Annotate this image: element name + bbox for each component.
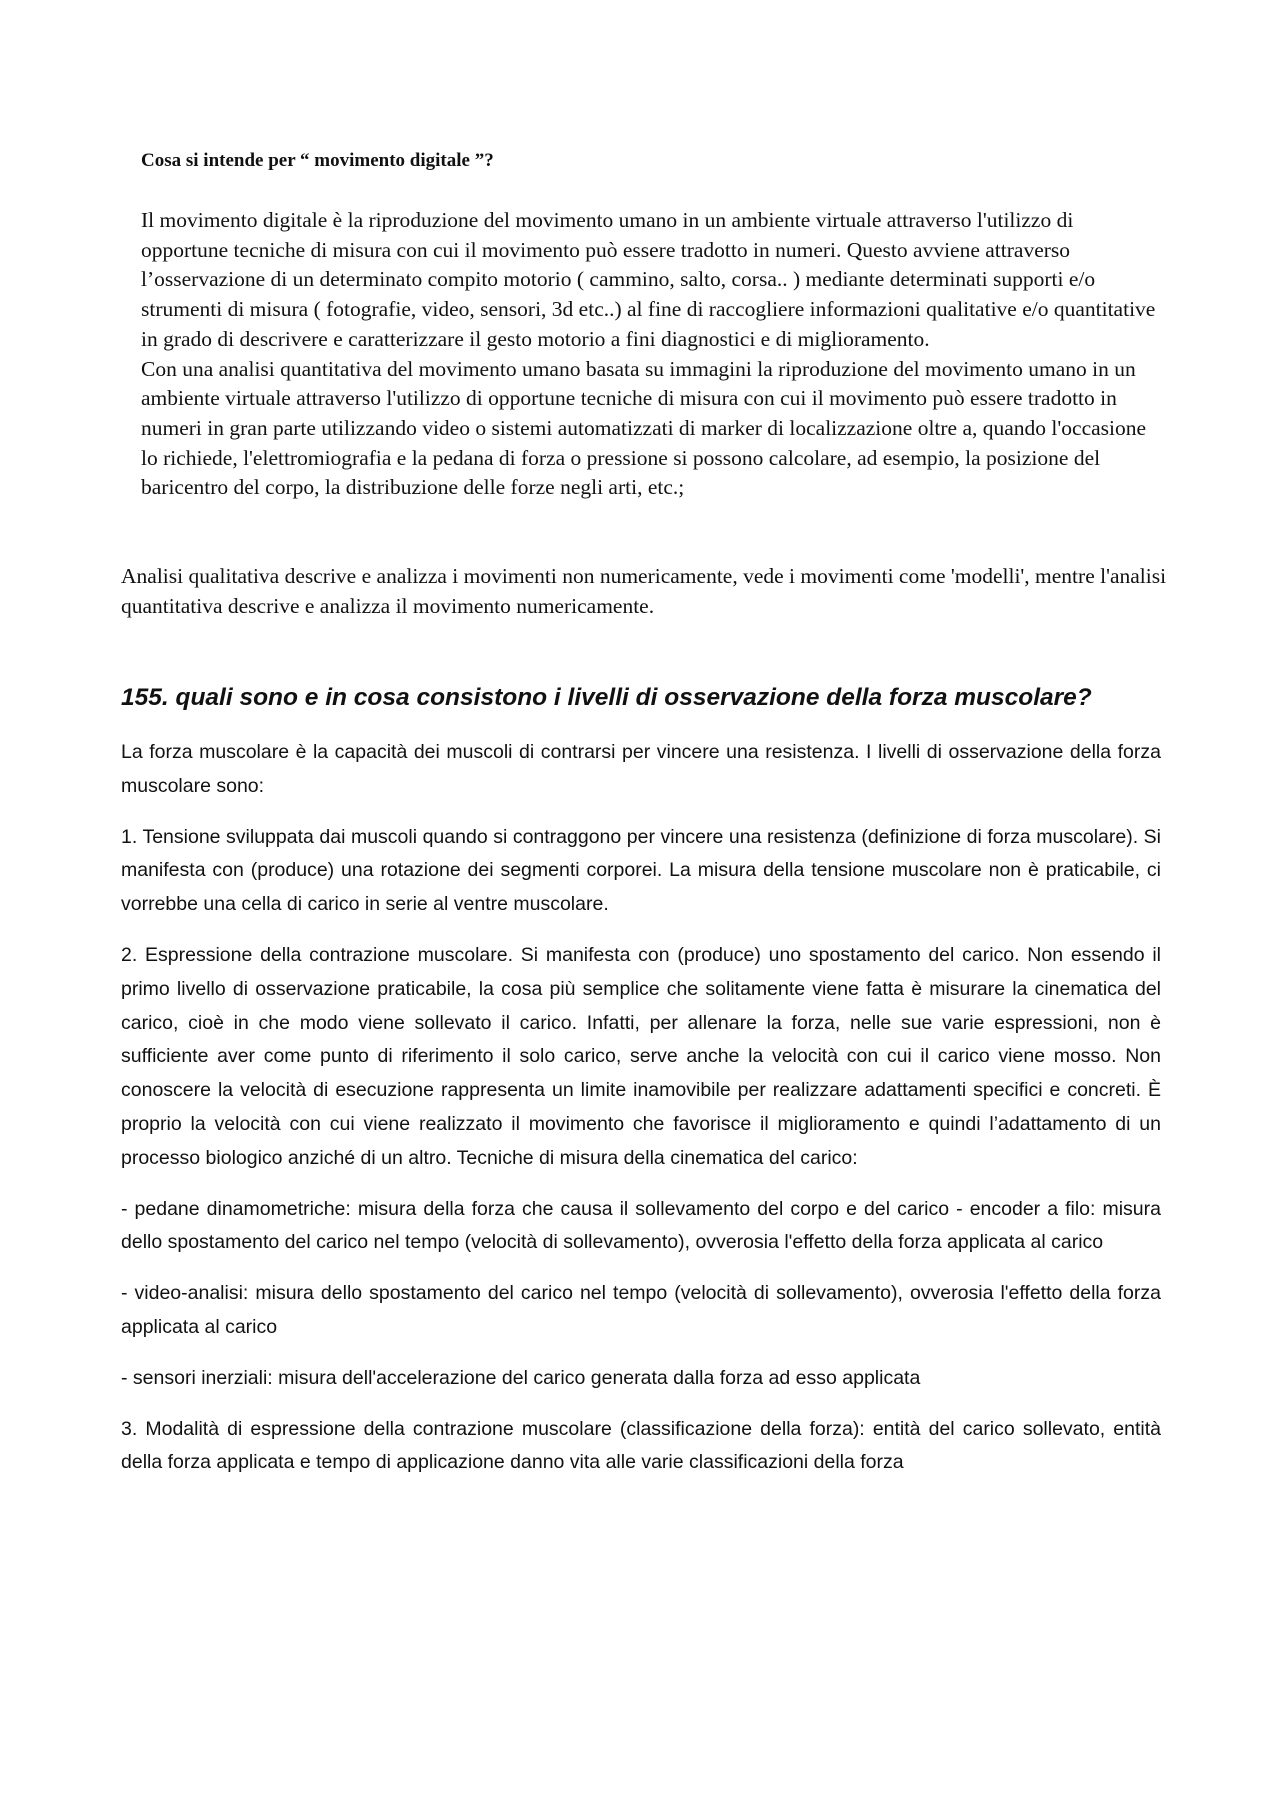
level-2-paragraph: 2. Espressione della contrazione muscolare. Si manifesta con (produce) uno spostamento del carico. Non essendo il primo livello di osservazione praticabile, la cosa più semplice che solitamente viene fatta è misurare la cinematica del carico, cioè in che modo viene sollevato il carico. Infatti, per allenare la forza, nelle sue varie espressioni, non è sufficiente aver come punto di riferimento il solo carico, serve anche la velocità con cui il carico viene mosso. Non conoscere la velocità di esecuzione rappresenta un limite inamovibile per realizzare adattamenti specifici e concreti. È proprio la velocità con cui viene realizzato il movimento che favorisce il miglioramento e quindi l’adattamento di un processo biologico anziché di un altro. Tecniche di misura della cinematica del carico: <box>121 943 1161 1169</box>
answer-paragraph: Con una analisi quantitativa del movimento umano basata su immagini la riproduzione del movimento umano in un ambiente virtuale attraverso l'utilizzo di opportune tecniche di misura con cui il movimento può essere tradotto in numeri in gran parte utilizzando video o sistemi automatizzati di marker di localizzazione oltre a, quando l'occasione lo richiede, l'elettromiografia e la pedana di forza o pressione si possono calcolare, ad esempio, la posizione del baricentro del corpo, la distribuzione delle forze negli arti, etc.; <box>141 356 1147 500</box>
question-1-answer <box>141 206 1161 503</box>
level-1-paragraph: 1. Tensione sviluppata dai muscoli quando si contraggono per vincere una resistenza (definizione di forza muscolare). Si manifesta con (produce) una rotazione dei segmenti corporei. La misura della tensione muscolare non è praticabile, ci vorrebbe una cella di carico in serie al ventre muscolare. <box>121 825 1161 916</box>
technique-item: - sensori inerziali: misura dell'accelerazione del carico generata dalla forza ad esso applicata <box>121 1366 921 1389</box>
level-3-paragraph: 3. Modalità di espressione della contrazione muscolare (classificazione della forza): entità del carico sollevato, entità della forza applicata e tempo di applicazione danno vita alle varie classificazioni della forza <box>121 1417 1161 1474</box>
answer-paragraph: Il movimento digitale è la riproduzione del movimento umano in un ambiente virtuale attraverso l'utilizzo di opportune tecniche di misura con cui il movimento può essere tradotto in numeri. Questo avviene attraverso l’osservazione di un determinato compito motorio ( cammino, salto, corsa.. ) mediante determinati supporti e/o strumenti di misura ( fotografie, video, sensori, 3d etc..) al fine di raccogliere informazioni qualitative e/o quantitative in grado di descrivere e caratterizzare il gesto motorio a fini diagnostici e di miglioramento. <box>141 208 1156 351</box>
question-2-title: 155. quali sono e in cosa consistono i livelli di osservazione della forza muscolare? <box>121 684 1092 711</box>
intro-paragraph: La forza muscolare è la capacità dei muscoli di contrarsi per vincere una resistenza. I livelli di osservazione della forza muscolare sono: <box>121 741 1161 797</box>
technique-item: - video-analisi: misura dello spostamento del carico nel tempo (velocità di sollevamento), ovverosia l'effetto della forza applicata al carico <box>121 1282 1161 1338</box>
question-1-summary <box>121 562 1171 621</box>
question-1-title: Cosa si intende per “ movimento digitale ”? <box>141 150 494 171</box>
question-2-answer <box>121 736 1161 1497</box>
technique-item: - pedane dinamometriche: misura della forza che causa il sollevamento del corpo e del carico - encoder a filo: misura dello spostamento del carico nel tempo (velocità di sollevamento), ovverosia l'effetto della forza applicata al carico <box>121 1197 1161 1254</box>
summary-paragraph: Analisi qualitativa descrive e analizza i movimenti non numericamente, vede i movimenti come 'modelli', mentre l'analisi quantitativa descrive e analizza il movimento numericamente. <box>121 564 1167 618</box>
